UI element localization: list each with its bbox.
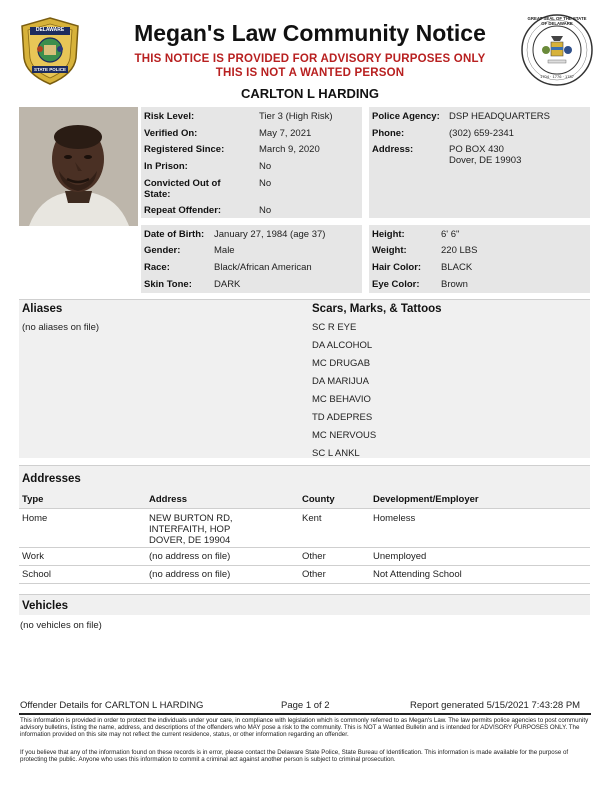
address-row-dev: Unemployed xyxy=(373,551,427,562)
dob-label: Date of Birth: xyxy=(144,229,205,240)
footer-disclaimer-1: This information is provided in order to protect the individuals under your care, in compliance with legislation which is commonly referred to as Megan's Law. The law permits police agencies to post community advisory bulletins, listing the name, address, and descriptions of the offenders who MAY pose a risk to the community. This is NOT a Wanted Bulletin and is intended for ADVISORY PURPOSES ONLY. The information provided on this site may not reflect the current residence, status, or other information regarding an offender. xyxy=(20,717,589,739)
addresses-col-dev: Development/Employer xyxy=(373,494,479,505)
height-label: Height: xyxy=(372,229,405,240)
repeat-offender-label: Repeat Offender: xyxy=(144,205,222,216)
smt-item: SC R EYE xyxy=(312,322,357,333)
not-wanted-notice: THIS IS NOT A WANTED PERSON xyxy=(215,67,405,79)
risk-level-label: Risk Level: xyxy=(144,111,195,122)
convicted-out-of-state-label-2: State: xyxy=(144,189,171,200)
footer-disclaimer-2: If you believe that any of the information found on these records is in error, please contact the Delaware State Police, State Bureau of Identification. This information is made available for the purpose of protecting the public. Anyone who uses this information to commit a criminal act against another person is subject to criminal prosecution. xyxy=(20,749,569,764)
footer-generated: Report generated 5/15/2021 7:43:28 PM xyxy=(410,700,581,711)
footer-page-number: Page 1 of 2 xyxy=(281,700,330,711)
addresses-col-address: Address xyxy=(149,494,188,505)
address-row-type: Home xyxy=(22,513,48,524)
table-row-divider xyxy=(19,565,590,566)
addresses-title: Addresses xyxy=(22,473,81,485)
gender-label: Gender: xyxy=(144,245,181,256)
address-row-address: (no address on file) xyxy=(149,569,231,580)
table-row-divider xyxy=(19,583,590,584)
smt-item: MC DRUGAB xyxy=(312,358,371,369)
offender-name: CARLTON L HARDING xyxy=(241,86,379,101)
address-row-type: Work xyxy=(22,551,44,562)
phone-label: Phone: xyxy=(372,128,405,139)
smt-title: Scars, Marks, & Tattoos xyxy=(312,303,442,315)
address-row-address: NEW BURTON RD, xyxy=(149,513,233,524)
table-row-divider xyxy=(19,508,590,509)
address-row-type: School xyxy=(22,569,52,580)
weight-label: Weight: xyxy=(372,245,407,256)
registered-since-value: March 9, 2020 xyxy=(259,144,320,155)
in-prison-value: No xyxy=(259,161,272,172)
table-row-divider xyxy=(19,547,590,548)
vehicles-title: Vehicles xyxy=(22,600,69,612)
delaware-seal xyxy=(521,14,593,86)
offender-photo xyxy=(19,107,138,226)
address-row-address: DOVER, DE 19904 xyxy=(149,535,231,546)
address-row-address: (no address on file) xyxy=(149,551,231,562)
weight-value: 220 LBS xyxy=(441,245,478,256)
in-prison-label: In Prison: xyxy=(144,161,188,172)
race-value: Black/African American xyxy=(214,262,312,273)
aliases-empty: (no aliases on file) xyxy=(22,322,100,333)
convicted-out-of-state-value: No xyxy=(259,178,272,189)
smt-item: MC BEHAVIO xyxy=(312,394,371,405)
state-police-badge xyxy=(18,16,82,86)
hair-color-value: BLACK xyxy=(441,262,473,273)
agency-address-line2: Dover, DE 19903 xyxy=(449,155,522,166)
hair-color-label: Hair Color: xyxy=(372,262,422,273)
race-label: Race: xyxy=(144,262,170,273)
eye-color-label: Eye Color: xyxy=(372,279,420,290)
badge-text-top: DELAWARE xyxy=(35,27,65,33)
verified-on-value: May 7, 2021 xyxy=(259,128,312,139)
vehicles-header-panel xyxy=(19,595,590,615)
seal-text: GREAT SEAL OF THE STATE OF DELAWARE xyxy=(527,16,587,26)
page-title: Megan's Law Community Notice xyxy=(134,20,486,46)
skin-tone-label: Skin Tone: xyxy=(144,279,192,290)
aliases-title: Aliases xyxy=(22,303,63,315)
police-agency-label: Police Agency: xyxy=(372,111,440,122)
footer-rule xyxy=(19,713,591,715)
police-agency-value: DSP HEADQUARTERS xyxy=(449,111,551,122)
verified-on-label: Verified On: xyxy=(144,128,198,139)
smt-item: DA MARIJUA xyxy=(312,376,370,387)
addresses-col-county: County xyxy=(302,494,335,505)
vehicles-empty: (no vehicles on file) xyxy=(20,620,102,631)
footer-offender: Offender Details for CARLTON L HARDING xyxy=(20,700,204,711)
eye-color-value: Brown xyxy=(441,279,468,290)
risk-level-value: Tier 3 (High Risk) xyxy=(259,111,333,122)
registered-since-label: Registered Since: xyxy=(144,144,225,155)
height-value: 6' 6" xyxy=(441,229,460,240)
agency-address-label: Address: xyxy=(372,144,414,155)
advisory-notice: THIS NOTICE IS PROVIDED FOR ADVISORY PURPOSES ONLY xyxy=(134,53,486,65)
convicted-out-of-state-label: Convicted Out of xyxy=(144,178,221,189)
smt-item: TD ADEPRES xyxy=(312,412,373,423)
addresses-col-type: Type xyxy=(22,494,44,505)
address-row-address: INTERFAITH, HOP xyxy=(149,524,231,535)
address-row-dev: Not Attending School xyxy=(373,569,462,580)
skin-tone-value: DARK xyxy=(214,279,241,290)
repeat-offender-value: No xyxy=(259,205,272,216)
aliases-smt-panel xyxy=(19,300,590,458)
smt-item: DA ALCOHOL xyxy=(312,340,373,351)
smt-item: MC NERVOUS xyxy=(312,430,377,441)
address-row-dev: Homeless xyxy=(373,513,416,524)
agency-address-line1: PO BOX 430 xyxy=(449,144,504,155)
phone-value: (302) 659-2341 xyxy=(449,128,514,139)
address-row-county: Other xyxy=(302,569,326,580)
smt-item: SC L ANKL xyxy=(312,448,360,459)
badge-text-bottom: STATE POLICE xyxy=(33,67,67,72)
dob-value: January 27, 1984 (age 37) xyxy=(214,229,326,240)
seal-dates: 1704 · 1776 · 1787 xyxy=(540,74,574,79)
address-row-county: Kent xyxy=(302,513,322,524)
gender-value: Male xyxy=(214,245,235,256)
address-row-county: Other xyxy=(302,551,326,562)
